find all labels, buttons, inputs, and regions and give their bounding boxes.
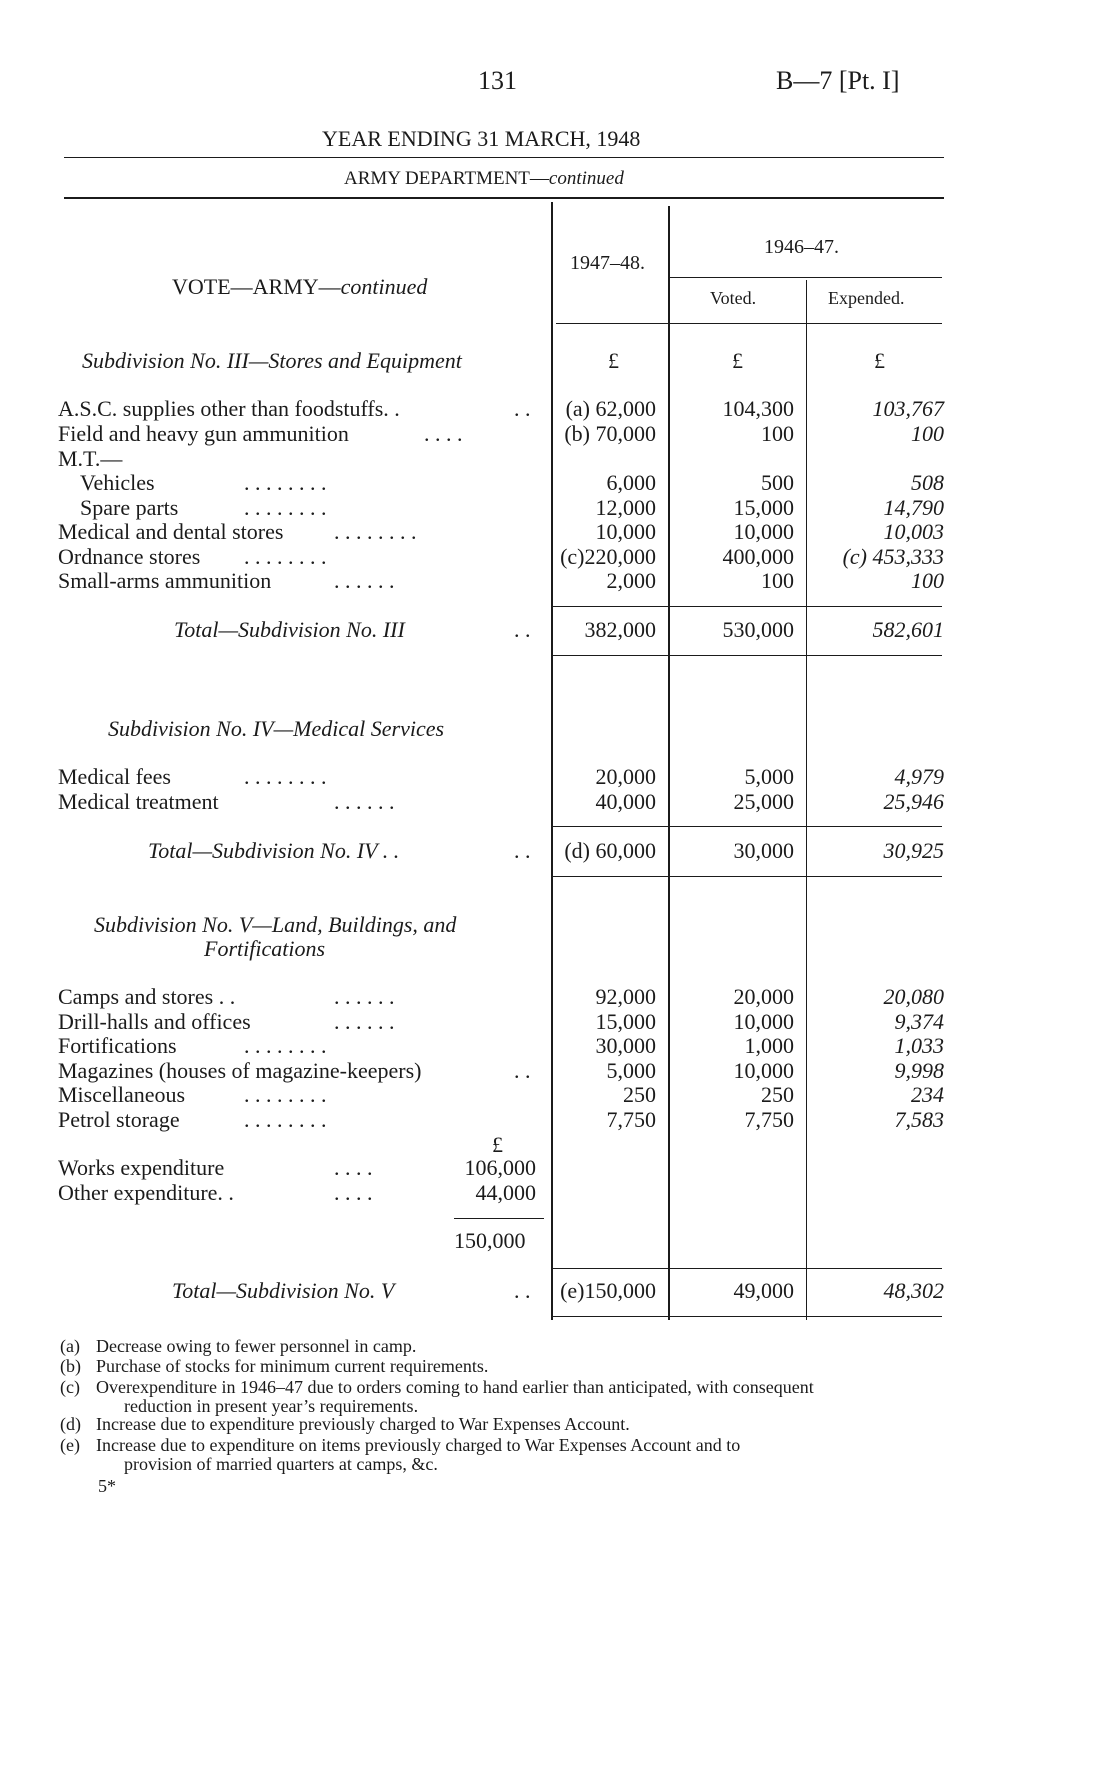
row-label: Field and heavy gun ammunition bbox=[58, 421, 349, 446]
currency-expended: £ bbox=[874, 348, 885, 373]
row-value-1947: 2,000 bbox=[606, 568, 656, 593]
row-dots: . . . . bbox=[424, 421, 463, 446]
row-label: Vehicles bbox=[80, 470, 155, 495]
subdivision-4-total-voted: 30,000 bbox=[733, 838, 794, 863]
subdivision-5-total-voted: 49,000 bbox=[733, 1278, 794, 1303]
signature-mark: 5* bbox=[98, 1476, 116, 1496]
subdivision-3-total-expended: 582,601 bbox=[872, 617, 944, 642]
rule-sub3-total-top bbox=[552, 606, 942, 607]
page-number: 131 bbox=[478, 66, 517, 95]
row-dots: . . . . . . . . bbox=[244, 495, 327, 520]
subdivision-5-total-expended: 48,302 bbox=[883, 1278, 944, 1303]
footnote-label: (d) bbox=[60, 1414, 81, 1434]
footnote-label: (b) bbox=[60, 1356, 81, 1376]
rule-sub3-total-bottom bbox=[552, 655, 942, 656]
row-value-1947: 15,000 bbox=[595, 1009, 656, 1034]
subdivision-5-title-line-1: Subdivision No. V—Land, Buildings, and bbox=[94, 912, 457, 937]
row-value-voted: 25,000 bbox=[733, 789, 794, 814]
sub-row-dots: . . . . bbox=[334, 1155, 373, 1180]
sub-row-amount: 106,000 bbox=[464, 1155, 536, 1180]
subdivision-4-title: Subdivision No. IV—Medical Services bbox=[108, 716, 445, 741]
table-row bbox=[0, 1107, 1114, 1135]
row-dots: . . . . . . . . bbox=[244, 764, 327, 789]
rule-table-head bbox=[556, 323, 942, 324]
sub-row bbox=[0, 1155, 1114, 1183]
table-row bbox=[0, 568, 1114, 596]
rule-dept bbox=[64, 197, 944, 199]
row-dots: . . . . . . . . bbox=[334, 519, 417, 544]
row-value-expended: 103,767 bbox=[872, 396, 944, 421]
row-value-1947: (c)220,000 bbox=[560, 544, 656, 569]
row-value-1947: (b) 70,000 bbox=[564, 421, 656, 446]
footnote-label: (a) bbox=[60, 1336, 80, 1356]
currency-voted: £ bbox=[732, 348, 743, 373]
row-label: Medical and dental stores bbox=[58, 519, 284, 544]
row-value-voted: 500 bbox=[761, 470, 794, 495]
row-value-voted: 100 bbox=[761, 421, 794, 446]
subdivision-5-title-line-2: Fortifications bbox=[204, 936, 325, 961]
inner-total: 150,000 bbox=[454, 1228, 526, 1253]
row-label: Magazines (houses of magazine-keepers) bbox=[58, 1058, 422, 1083]
row-label: M.T.— bbox=[58, 446, 123, 471]
row-value-1947: 40,000 bbox=[595, 789, 656, 814]
subdivision-3-title: Subdivision No. III—Stores and Equipment bbox=[82, 348, 462, 373]
row-value-1947: 92,000 bbox=[595, 984, 656, 1009]
rule-sub5-total-top bbox=[552, 1268, 942, 1269]
row-value-expended: 1,033 bbox=[894, 1033, 944, 1058]
sub-row-amount: 44,000 bbox=[475, 1180, 536, 1205]
row-value-1947: (a) 62,000 bbox=[565, 396, 656, 421]
footnote-text: Decrease owing to fewer personnel in camp. bbox=[96, 1336, 417, 1356]
row-value-expended: 20,080 bbox=[883, 984, 944, 1009]
row-label: Ordnance stores bbox=[58, 544, 201, 569]
rule-inner-total bbox=[454, 1218, 544, 1219]
row-value-1947: 30,000 bbox=[595, 1033, 656, 1058]
subdivision-4-total-dots: . . bbox=[514, 838, 531, 863]
subdivision-3-total-voted: 530,000 bbox=[722, 617, 794, 642]
footnote-text: Overexpenditure in 1946–47 due to orders coming to hand earlier than anticipated, with consequent bbox=[96, 1377, 814, 1397]
row-value-expended: 4,979 bbox=[894, 764, 944, 789]
department-name: ARMY DEPARTMENT— bbox=[344, 168, 549, 189]
footnote-text-continued: reduction in present year’s requirements. bbox=[124, 1396, 419, 1416]
subdivision-4-total-label: Total—Subdivision No. IV . . bbox=[148, 838, 400, 863]
subdivision-5-total-label: Total—Subdivision No. V bbox=[172, 1278, 395, 1303]
col-header-expended: Expended. bbox=[828, 288, 905, 308]
row-value-1947: 20,000 bbox=[595, 764, 656, 789]
row-value-voted: 15,000 bbox=[733, 495, 794, 520]
row-value-voted: 10,000 bbox=[733, 1009, 794, 1034]
subdivision-4-total-expended: 30,925 bbox=[883, 838, 944, 863]
row-dots: . . . . . . bbox=[334, 1009, 395, 1034]
rule-sub4-total-bottom bbox=[552, 876, 942, 877]
col-header-1946-47: 1946–47. bbox=[764, 236, 839, 258]
document-reference: B—7 [Pt. I] bbox=[776, 66, 900, 95]
footnote-text: Increase due to expenditure previously charged to War Expenses Account. bbox=[96, 1414, 630, 1434]
subdivision-3-total-dots: . . bbox=[514, 617, 531, 642]
subdivision-5-total-dots: . . bbox=[514, 1278, 531, 1303]
sub-row-label: Other expenditure. . bbox=[58, 1180, 234, 1205]
row-dots: . . . . . . . . bbox=[244, 544, 327, 569]
rule-top bbox=[64, 157, 944, 158]
row-value-voted: 10,000 bbox=[733, 519, 794, 544]
subdivision-3-total-1947: 382,000 bbox=[584, 617, 656, 642]
subdivision-3-total-label: Total—Subdivision No. III bbox=[174, 617, 405, 642]
table-row bbox=[0, 764, 1114, 792]
row-label: Camps and stores . . bbox=[58, 984, 236, 1009]
row-value-voted: 400,000 bbox=[722, 544, 794, 569]
row-value-expended: 100 bbox=[911, 421, 944, 446]
row-label: Medical treatment bbox=[58, 789, 219, 814]
row-value-voted: 10,000 bbox=[733, 1058, 794, 1083]
department-suffix: continued bbox=[548, 168, 624, 189]
table-row bbox=[0, 421, 1114, 449]
row-value-1947: 10,000 bbox=[595, 519, 656, 544]
inner-currency: £ bbox=[492, 1132, 503, 1157]
row-value-expended: 10,003 bbox=[883, 519, 944, 544]
table-row bbox=[0, 789, 1114, 817]
row-label: Spare parts bbox=[80, 495, 179, 520]
subdivision-3-total-row bbox=[0, 617, 1114, 645]
vote-heading bbox=[172, 274, 427, 300]
subdivision-5-total-1947: (e)150,000 bbox=[560, 1278, 656, 1303]
row-value-expended: 508 bbox=[911, 470, 944, 495]
row-dots: . . . . . . . . bbox=[244, 1033, 327, 1058]
footnote-label: (e) bbox=[60, 1435, 80, 1455]
subdivision-4-total-1947: (d) 60,000 bbox=[564, 838, 656, 863]
row-value-voted: 104,300 bbox=[722, 396, 794, 421]
sub-row-dots: . . . . bbox=[334, 1180, 373, 1205]
row-dots: . . . . . . bbox=[334, 568, 395, 593]
row-value-voted: 1,000 bbox=[744, 1033, 794, 1058]
row-value-expended: 14,790 bbox=[883, 495, 944, 520]
row-dots: . . . . . . bbox=[334, 984, 395, 1009]
row-label: Fortifications bbox=[58, 1033, 177, 1058]
currency-1947: £ bbox=[608, 348, 619, 373]
footnote-label: (c) bbox=[60, 1377, 80, 1397]
vote-name: VOTE—ARMY— bbox=[172, 274, 341, 299]
row-label: Petrol storage bbox=[58, 1107, 180, 1132]
row-value-expended: 25,946 bbox=[883, 789, 944, 814]
row-dots: . . . . . . . . bbox=[244, 1082, 327, 1107]
row-label: A.S.C. supplies other than foodstuffs. . bbox=[58, 396, 400, 421]
row-value-voted: 7,750 bbox=[744, 1107, 794, 1132]
table-row bbox=[0, 984, 1114, 1012]
row-value-expended: 234 bbox=[911, 1082, 944, 1107]
sub-row bbox=[0, 1180, 1114, 1208]
table-row bbox=[0, 470, 1114, 498]
row-dots: . . . . . . . . bbox=[244, 470, 327, 495]
row-value-expended: 100 bbox=[911, 568, 944, 593]
table-row bbox=[0, 396, 1114, 424]
col-rule-2 bbox=[668, 206, 670, 1320]
row-label: Small-arms ammunition bbox=[58, 568, 272, 593]
row-value-1947: 12,000 bbox=[595, 495, 656, 520]
row-dots: . . . . . . bbox=[334, 789, 395, 814]
table-row bbox=[0, 1033, 1114, 1061]
row-value-expended: 7,583 bbox=[894, 1107, 944, 1132]
row-value-1947: 250 bbox=[623, 1082, 656, 1107]
row-label: Medical fees bbox=[58, 764, 171, 789]
rule-sub5-total-bottom bbox=[552, 1316, 942, 1317]
row-value-1947: 6,000 bbox=[606, 470, 656, 495]
row-value-expended: 9,374 bbox=[894, 1009, 944, 1034]
col-header-voted: Voted. bbox=[710, 288, 757, 308]
footnote-text: Purchase of stocks for minimum current requirements. bbox=[96, 1356, 489, 1376]
row-dots: . . . . . . . . bbox=[244, 1107, 327, 1132]
row-label: Drill-halls and offices bbox=[58, 1009, 251, 1034]
sub-row-label: Works expenditure bbox=[58, 1155, 225, 1180]
year-title: YEAR ENDING 31 MARCH, 1948 bbox=[322, 126, 641, 151]
rule-sub4-total-top bbox=[552, 826, 942, 827]
row-value-1947: 5,000 bbox=[606, 1058, 656, 1083]
row-value-voted: 250 bbox=[761, 1082, 794, 1107]
footnote-text: Increase due to expenditure on items previously charged to War Expenses Account and to bbox=[96, 1435, 741, 1455]
col-rule-1 bbox=[551, 202, 553, 1320]
table-row bbox=[0, 519, 1114, 547]
row-value-expended: (c) 453,333 bbox=[842, 544, 944, 569]
subdivision-4-total-row bbox=[0, 838, 1114, 866]
row-value-expended: 9,998 bbox=[894, 1058, 944, 1083]
row-dots: . . bbox=[514, 1058, 531, 1083]
row-value-voted: 20,000 bbox=[733, 984, 794, 1009]
row-dots: . . bbox=[514, 396, 531, 421]
row-value-1947: 7,750 bbox=[606, 1107, 656, 1132]
row-value-voted: 5,000 bbox=[744, 764, 794, 789]
department-heading bbox=[344, 168, 624, 190]
vote-suffix: continued bbox=[340, 274, 428, 299]
row-value-voted: 100 bbox=[761, 568, 794, 593]
subdivision-5-total-row bbox=[0, 1278, 1114, 1306]
rule-group-head bbox=[670, 277, 942, 278]
col-header-1947-48: 1947–48. bbox=[570, 252, 645, 274]
footnote-text-continued: provision of married quarters at camps, &c. bbox=[124, 1454, 438, 1474]
row-label: Miscellaneous bbox=[58, 1082, 186, 1107]
table-row bbox=[0, 1082, 1114, 1110]
